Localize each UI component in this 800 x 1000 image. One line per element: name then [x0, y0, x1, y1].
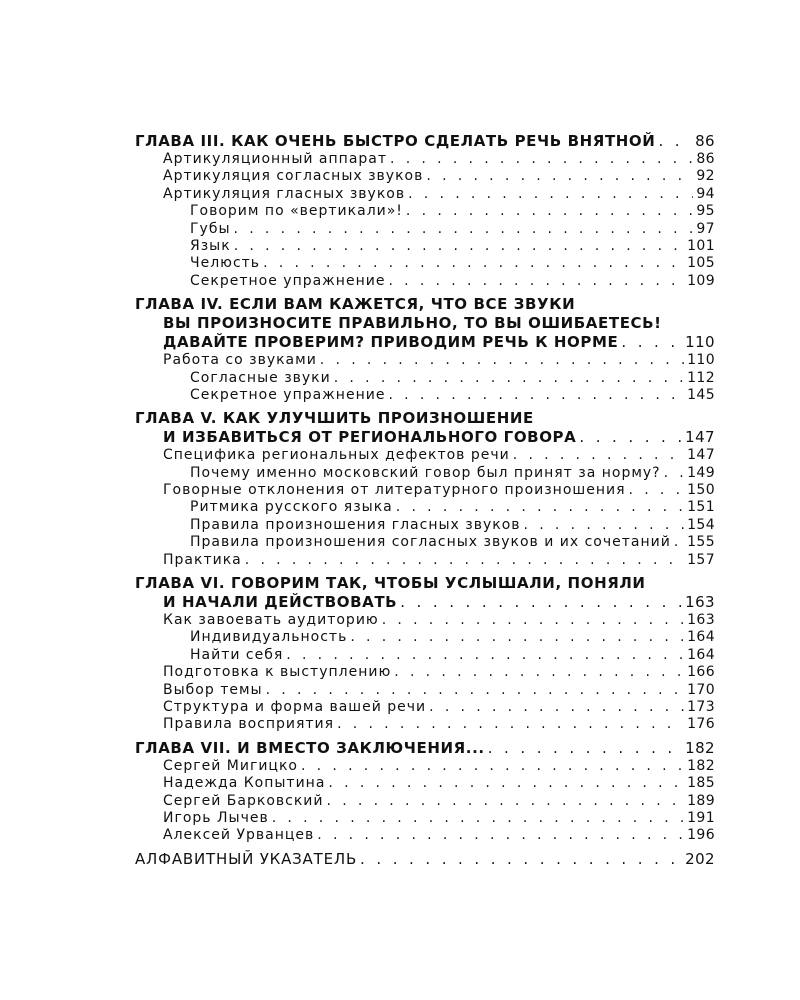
toc-entry-page: 170: [687, 681, 715, 698]
dot-leader: [390, 151, 693, 168]
dot-leader: [406, 203, 693, 220]
toc-entry: [135, 482, 715, 499]
toc-entry: [135, 151, 715, 168]
toc-entry-title: И ИЗБАВИТЬСЯ ОТ РЕГИОНАЛЬНОГО ГОВОРА: [163, 428, 577, 447]
toc-entry: [135, 333, 715, 352]
toc-entry-page: 164: [687, 646, 715, 663]
toc-entry-title: Согласные звуки: [190, 369, 331, 386]
dot-leader: [664, 465, 684, 482]
toc-entry-title: Артикуляционный аппарат: [163, 151, 388, 167]
toc-entry: [135, 447, 715, 464]
toc-entry-page: 151: [687, 499, 715, 516]
toc-entry-page: 97: [696, 220, 715, 237]
toc-entry-title: Губы: [190, 220, 231, 237]
dot-leader: [301, 758, 684, 775]
dot-leader: [327, 793, 685, 810]
dot-leader: [629, 482, 685, 499]
toc-entry: [135, 428, 715, 447]
toc-entry-page: 176: [687, 716, 715, 733]
dot-leader: [234, 221, 694, 238]
dot-leader: [579, 428, 682, 447]
toc-entry: [135, 273, 715, 290]
dot-leader: [286, 647, 684, 664]
toc-entry-title: Ритмика русского языка: [190, 499, 393, 516]
toc-entry-page: 185: [687, 775, 715, 792]
toc-entry: [135, 499, 715, 516]
toc-entry-title: Правила произношения гласных звуков: [190, 516, 521, 533]
toc-entry: [135, 168, 715, 185]
dot-leader: [426, 168, 693, 185]
dot-leader: [350, 629, 684, 646]
toc-entry-page: 150: [687, 482, 715, 499]
toc-entry-page: 166: [687, 664, 715, 681]
toc-entry-title: Практика: [163, 551, 242, 568]
toc-entry-title: ВЫ ПРОИЗНОСИТЕ ПРАВИЛЬНО, ТО ВЫ ОШИБАЕТЕСЬ!: [163, 314, 662, 333]
dot-leader: [263, 255, 684, 272]
toc-entry: [135, 593, 715, 612]
toc-entry-title: ГЛАВА V. КАК УЛУЧШИТЬ ПРОИЗНОШЕНИЕ: [135, 409, 534, 428]
toc-entry-page: 149: [687, 464, 715, 481]
toc-entry: [135, 682, 715, 699]
toc-entry-page: 189: [687, 792, 715, 809]
toc-entry-page: 101: [687, 237, 715, 254]
toc-entry-page: 163: [685, 593, 715, 612]
dot-leader: [513, 447, 684, 464]
toc-entry: [135, 612, 715, 629]
toc-entry: [135, 664, 715, 681]
toc-entry: [135, 409, 715, 428]
toc-entry: [135, 370, 715, 387]
toc-entry-title: ГЛАВА III. КАК ОЧЕНЬ БЫСТРО СДЕЛАТЬ РЕЧЬ ВНЯТНОЙ: [135, 132, 656, 150]
toc-entry: [135, 314, 715, 333]
dot-leader: [334, 370, 684, 387]
toc-entry-title: АЛФАВИТНЫЙ УКАЗАТЕЛЬ: [135, 849, 358, 868]
toc-entry-title: Надежда Копытина: [163, 775, 326, 792]
toc-entry-page: 112: [687, 369, 715, 386]
toc-entry-title: Язык: [190, 237, 231, 254]
dot-leader: [488, 739, 682, 758]
toc-entry: [135, 699, 715, 716]
toc-entry-page: 147: [685, 428, 715, 447]
dot-leader: [429, 699, 684, 716]
toc-entry: [135, 221, 715, 238]
toc-entry: [135, 465, 715, 482]
toc-entry-page: 95: [696, 203, 715, 220]
toc-entry-title: Выбор темы: [163, 681, 263, 698]
toc-entry: [135, 850, 715, 869]
toc-entry-page: 157: [687, 551, 715, 568]
toc-entry-page: 110: [685, 333, 715, 352]
toc-entry-page: 196: [687, 827, 715, 844]
toc-entry-title: Секретное упражнение: [190, 272, 386, 289]
toc-entry: [135, 793, 715, 810]
toc-entry-page: 191: [687, 809, 715, 826]
toc-entry-page: 109: [687, 272, 715, 289]
toc-entry: [135, 295, 715, 314]
toc-entry-page: 86: [695, 132, 715, 150]
dot-leader: [328, 775, 684, 792]
toc-entry: [135, 810, 715, 827]
toc-entry: [135, 775, 715, 792]
toc-entry-page: 94: [696, 185, 715, 202]
dot-leader: [658, 132, 692, 151]
toc-entry: [135, 517, 715, 534]
toc-entry: [135, 827, 715, 844]
dot-leader: [382, 612, 684, 629]
toc-entry: [135, 203, 715, 220]
toc-entry-title: Артикуляция гласных звуков: [163, 185, 406, 202]
toc-entry-page: 164: [687, 629, 715, 646]
toc-entry: [135, 629, 715, 646]
toc-entry: [135, 132, 715, 151]
toc-entry: [135, 387, 715, 404]
toc-entry-title: Работа со звуками: [163, 352, 317, 369]
toc-entry-page: 154: [687, 516, 715, 533]
toc-entry-title: Алексей Урванцев: [163, 827, 315, 844]
toc-entry: [135, 534, 715, 551]
toc-entry-title: Говорные отклонения от литературного произношения: [163, 482, 626, 499]
toc-entry-title: Сергей Мигицко: [163, 757, 298, 774]
toc-entry-title: Говорим по «вертикали»!: [190, 203, 403, 220]
table-of-contents: [135, 132, 715, 869]
toc-entry: [135, 238, 715, 255]
dot-leader: [524, 517, 685, 534]
toc-entry: [135, 352, 715, 369]
toc-entry: [135, 574, 715, 593]
toc-entry: [135, 255, 715, 272]
toc-entry: [135, 739, 715, 758]
dot-leader: [400, 593, 682, 612]
dot-leader: [360, 850, 682, 869]
dot-leader: [396, 499, 684, 516]
toc-entry-title: Секретное упражнение: [190, 386, 386, 403]
toc-entry-page: 182: [687, 757, 715, 774]
toc-entry-title: Структура и форма вашей речи: [163, 698, 427, 715]
toc-entry-title: Почему именно московский говор был принят за норму?: [190, 464, 661, 481]
dot-leader: [621, 333, 682, 352]
toc-entry-title: Подготовка к выступлению: [163, 664, 392, 681]
toc-entry-title: Сергей Барковский: [163, 792, 324, 809]
toc-entry-page: 145: [687, 386, 715, 403]
toc-entry: [135, 716, 715, 733]
toc-entry-page: 163: [687, 612, 715, 629]
toc-entry-title: ГЛАВА VII. И ВМЕСТО ЗАКЛЮЧЕНИЯ...: [135, 738, 485, 757]
toc-entry: [135, 552, 715, 569]
dot-leader: [408, 186, 693, 203]
dot-leader: [245, 552, 684, 569]
toc-entry-title: И НАЧАЛИ ДЕЙСТВОВАТЬ: [163, 593, 398, 612]
toc-entry-page: 155: [687, 534, 715, 551]
toc-entry-title: ГЛАВА IV. ЕСЛИ ВАМ КАЖЕТСЯ, ЧТО ВСЕ ЗВУКИ: [135, 295, 576, 314]
toc-entry-title: Артикуляция согласных звуков: [163, 168, 424, 185]
dot-leader: [266, 682, 685, 699]
toc-entry-title: ДАВАЙТЕ ПРОВЕРИМ? ПРИВОДИМ РЕЧЬ К НОРМЕ: [163, 333, 619, 352]
toc-entry-page: 92: [696, 168, 715, 185]
dot-leader: [317, 827, 684, 844]
dot-leader: [337, 716, 684, 733]
toc-entry-page: 86: [696, 151, 715, 167]
toc-entry-page: 105: [687, 255, 715, 272]
toc-entry-page: 202: [685, 849, 715, 868]
toc-entry-title: Как завоевать аудиторию: [163, 612, 379, 629]
toc-entry-title: Найти себя: [190, 646, 284, 663]
toc-entry: [135, 186, 715, 203]
dot-leader: [234, 238, 684, 255]
dot-leader: [320, 352, 684, 369]
toc-entry-page: 110: [687, 352, 715, 369]
dot-leader: [388, 273, 684, 290]
toc-entry-title: Челюсть: [190, 255, 261, 272]
toc-entry-page: 147: [687, 447, 715, 464]
dot-leader: [394, 664, 684, 681]
toc-entry-title: Специфика региональных дефектов речи: [163, 447, 510, 464]
dot-leader: [388, 387, 684, 404]
toc-entry-title: Правила произношения согласных звуков и их сочетаний: [190, 534, 671, 551]
toc-entry: [135, 758, 715, 775]
toc-entry-page: 182: [685, 738, 715, 757]
toc-entry-title: Правила восприятия: [163, 716, 335, 733]
dot-leader: [272, 810, 684, 827]
dot-leader: [674, 534, 684, 551]
toc-entry: [135, 647, 715, 664]
toc-entry-title: Индивидуальность: [190, 629, 348, 646]
toc-entry-title: Игорь Лычев: [163, 809, 269, 826]
toc-entry-page: 173: [687, 698, 715, 715]
toc-entry-title: ГЛАВА VI. ГОВОРИМ ТАК, ЧТОБЫ УСЛЫШАЛИ, ПОНЯЛИ: [135, 574, 646, 593]
